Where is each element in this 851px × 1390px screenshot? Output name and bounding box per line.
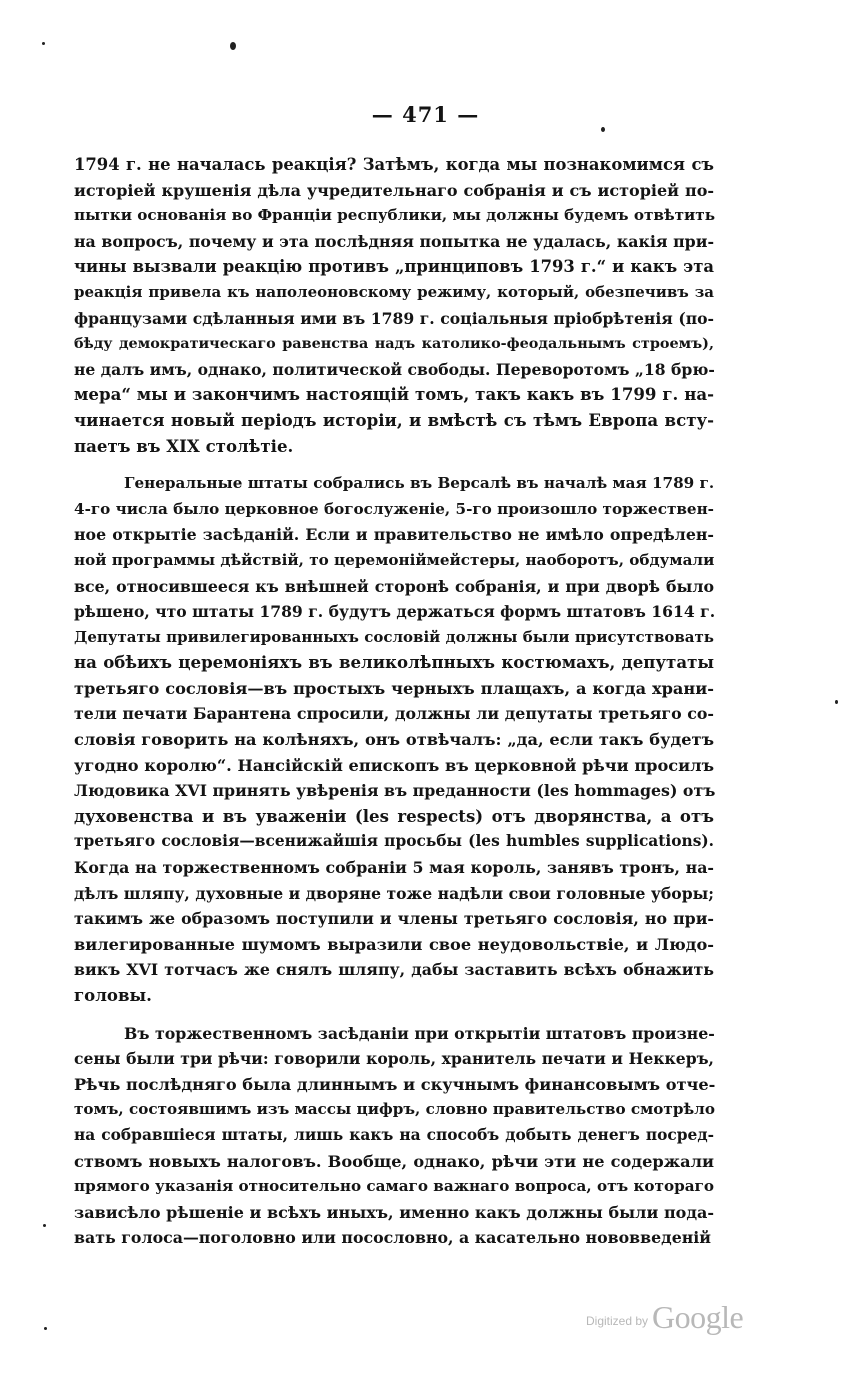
text-line: Въ торжественномъ засѣданіи при открытіи штатовъ произне- <box>124 1023 715 1043</box>
text-line: ной программы дѣйствій, то церемоніймейстеры, наоборотъ, обдумали <box>74 550 715 569</box>
text-line: чины вызвали реакцію противъ „принциповъ 1793 г.“ и какъ эта <box>74 257 714 277</box>
text-line: дѣлъ шляпу, духовные и дворяне тоже надѣли свои головные уборы; <box>74 883 714 903</box>
text-line: не далъ имъ, однако, политической свободы. Переворотомъ „18 брю- <box>74 359 715 379</box>
scan-speck <box>42 42 45 45</box>
paragraph <box>74 1021 714 1251</box>
text-line: на вопросъ, почему и эта послѣдняя попытка не удалась, какія при- <box>74 231 714 251</box>
scan-speck <box>43 1224 46 1227</box>
text-line: рѣшено, что штаты 1789 г. будутъ держаться формъ штатовъ 1614 г. <box>74 602 716 622</box>
paragraph <box>74 152 714 459</box>
text-line: прямого указанія относительно самаго важнаго вопроса, отъ котораго <box>74 1177 714 1196</box>
text-line: томъ, состоявшимъ изъ массы цифръ, словно правительство смотрѣло <box>74 1100 715 1119</box>
text-line: 1794 г. не началась реакція? Затѣмъ, когда мы познакомимся съ <box>74 155 714 174</box>
text-line: духовенства и въ уваженіи (les respects) отъ дворянства, а отъ <box>74 805 714 826</box>
text-line: на собравшіеся штаты, лишь какъ на способъ добыть денегъ посред- <box>74 1125 714 1144</box>
text-line: зависѣло рѣшеніе и всѣхъ иныхъ, именно какъ должны были пода- <box>74 1202 714 1222</box>
text-line: пытки основанія во Франціи республики, мы должны будемъ отвѣтить <box>74 206 716 225</box>
text-line: бѣду демократическаго равенства надъ католико-феодальнымъ строемъ), <box>74 335 714 353</box>
page-number: — 471 — <box>371 102 480 127</box>
text-line: паетъ въ XIX столѣтіе. <box>74 435 294 456</box>
text-line: третьяго сословія—въ простыхъ черныхъ плащахъ, а когда храни- <box>74 678 714 698</box>
text-line: чинается новый періодъ исторіи, и вмѣстѣ съ тѣмъ Европа всту- <box>74 409 714 430</box>
paragraph-gap <box>74 1009 714 1021</box>
text-line: на обѣихъ церемоніяхъ въ великолѣпныхъ костюмахъ, депутаты <box>74 652 714 673</box>
text-line: словія говорить на колѣняхъ, онъ отвѣчалъ: „да, если такъ будетъ <box>74 730 714 750</box>
text-line: Депутаты привилегированныхъ сословій должны были присутствовать <box>74 627 714 646</box>
scan-speck <box>230 42 236 50</box>
text-line: ное открытіе засѣданій. Если и правительство не имѣло опредѣлен- <box>74 525 714 545</box>
text-line: Генеральные штаты собрались въ Версалѣ въ началѣ мая 1789 г. <box>124 474 715 493</box>
digitized-by-google-watermark <box>586 1296 743 1336</box>
text-line: тели печати Барантена спросили, должны ли депутаты третьяго со- <box>74 704 714 724</box>
text-line: викъ XVI тотчасъ же снялъ шляпу, дабы заставить всѣхъ обнажить <box>74 960 714 980</box>
paragraph <box>74 471 714 1008</box>
body-text <box>74 152 714 1251</box>
text-line: сены были три рѣчи: говорили король, хранитель печати и Неккеръ, <box>74 1049 714 1069</box>
text-line: Когда на торжественномъ собраніи 5 мая король, занявъ тронъ, на- <box>74 858 714 878</box>
scan-speck <box>835 700 838 704</box>
text-line: Рѣчь послѣдняго была длиннымъ и скучнымъ финансовымъ отче- <box>74 1074 716 1094</box>
paragraph-gap <box>74 459 714 471</box>
google-logo: Google <box>652 1299 744 1335</box>
watermark-label: Digitized by <box>586 1314 649 1328</box>
text-line: исторіей крушенія дѣла учредительнаго собранія и съ исторіей по- <box>74 180 714 200</box>
text-line: третьяго сословія—всенижайшія просьбы (les humbles supplications). <box>74 832 714 851</box>
text-line: вать голоса—поголовно или посословно, а касательно нововведеній <box>74 1228 712 1248</box>
text-line: вилегированные шумомъ выразили свое неудовольствіе, и Людо- <box>74 934 714 954</box>
text-line: все, относившееся къ внѣшней сторонѣ собранія, и при дворѣ было <box>74 576 714 596</box>
text-line: французами сдѣланныя ими въ 1789 г. соціальныя пріобрѣтенія (по- <box>74 308 714 328</box>
scan-speck <box>44 1327 47 1330</box>
text-line: угодно королю“. Нансійскій епископъ въ церковной рѣчи просилъ <box>74 755 714 775</box>
text-line: реакція привела къ наполеоновскому режиму, который, обезпечивъ за <box>74 282 714 301</box>
text-line: головы. <box>74 985 152 1005</box>
text-line: Людовика XVI принять увѣренія въ преданности (les hommages) отъ <box>74 781 716 801</box>
scan-speck <box>601 127 605 132</box>
text-line: такимъ же образомъ поступили и члены третьяго сословія, но при- <box>74 909 714 929</box>
text-line: мера“ мы и закончимъ настоящій томъ, такъ какъ въ 1799 г. на- <box>74 384 714 405</box>
text-line: ствомъ новыхъ налоговъ. Вообще, однако, рѣчи эти не содержали <box>74 1151 714 1171</box>
text-line: 4-го числа было церковное богослуженіе, 5-го произошло торжествен- <box>74 499 714 518</box>
